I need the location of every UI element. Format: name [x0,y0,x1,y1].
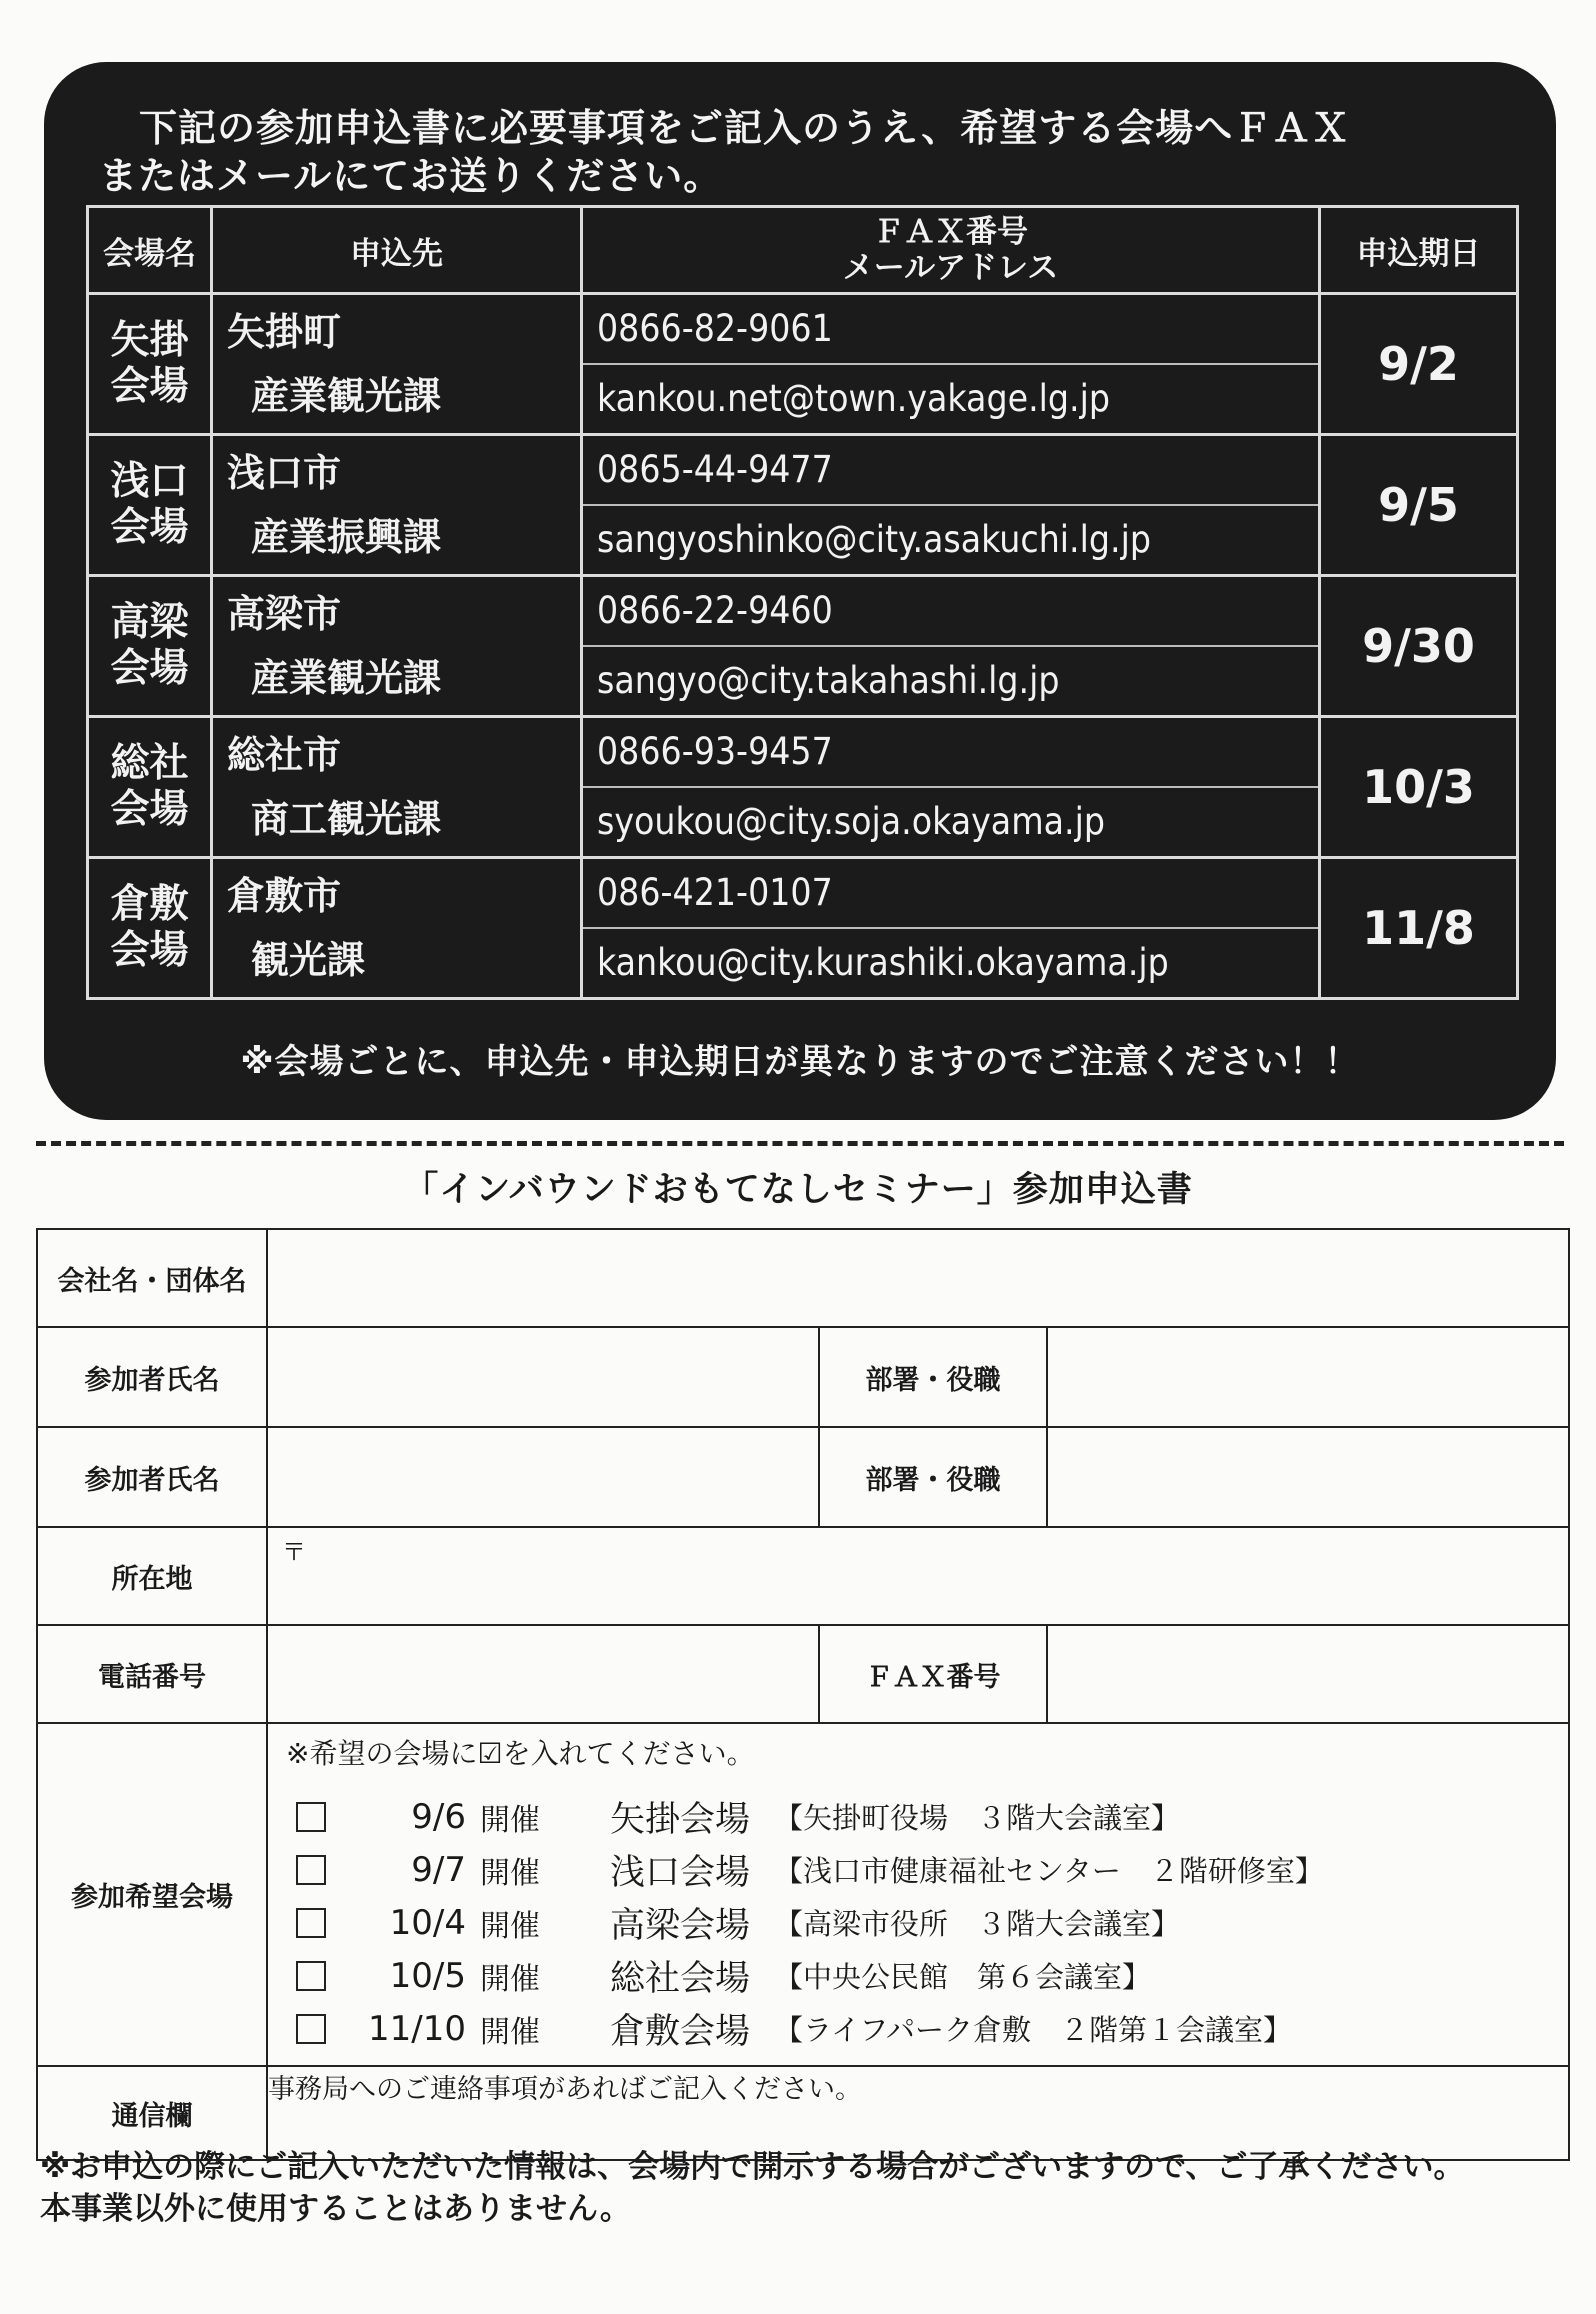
participant-name-field[interactable] [267,1427,819,1527]
venue-name-line1: 浅口 [110,459,189,504]
dept-city: 矢掛町 [227,310,342,354]
venue-name-line2: 会場 [110,364,189,409]
position-label: 部署・役職 [819,1427,1047,1527]
email-address[interactable]: kankou.net@town.yakage.lg.jp [597,377,1110,420]
venue-date: 10/4 [389,1902,466,1943]
venue-place: 【浅口市健康福祉センター ２階研修室】 [774,1854,1324,1888]
venue-name-line2: 会場 [110,646,189,691]
address-label: 所在地 [37,1527,267,1625]
address-field[interactable] [267,1527,1569,1625]
participant-label: 参加者氏名 [37,1327,267,1427]
venue-option [286,2002,1568,2055]
fax-number: 086-421-0107 [583,859,1318,929]
venue-checkbox[interactable] [296,1802,326,1832]
venue-checkbox[interactable] [296,1908,326,1938]
contact-dept [212,717,582,858]
venue-option [286,1949,1568,2002]
participant-label: 参加者氏名 [37,1427,267,1527]
venue-option-name: 浅口会場 [610,1852,751,1893]
contact-info [582,435,1320,576]
phone-field[interactable] [267,1625,819,1723]
contact-dept [212,576,582,717]
email-address[interactable]: syoukou@city.soja.okayama.jp [597,800,1105,843]
email-address[interactable]: kankou@city.kurashiki.okayama.jp [597,941,1169,984]
venue-row-soja [88,717,1518,858]
venue-place: 【矢掛町役場 ３階大会議室】 [774,1801,1181,1835]
venue-name-line2: 会場 [110,787,189,832]
venue-name [88,858,212,999]
fax-number: 0865-44-9477 [583,436,1318,506]
venue-option-name: 総社会場 [610,1958,751,1999]
dept-city: 高梁市 [227,592,342,636]
intro-text [99,104,1519,200]
position-field[interactable] [1047,1327,1569,1427]
participant-name-field[interactable] [267,1327,819,1427]
row-participant-2 [37,1427,1569,1527]
fax-field[interactable] [1047,1625,1569,1723]
venue-open-word: 開催 [480,1802,540,1838]
venue-date: 10/5 [389,1955,466,1996]
venue-checkbox[interactable] [296,1855,326,1885]
venue-option [286,1896,1568,1949]
venue-option-name: 倉敷会場 [610,2011,751,2052]
row-phone [37,1625,1569,1723]
fax-number: 0866-82-9061 [583,295,1318,365]
row-venue-choice [37,1723,1569,2066]
intro-line-1: 下記の参加申込書に必要事項をご記入のうえ、希望する会場へＦＡＸ [139,106,1351,150]
dept-section: 産業観光課 [251,656,442,700]
venue-open-word: 開催 [480,1855,540,1891]
venue-notice: ※会場ごとに、申込先・申込期日が異なりますのでご注意ください！！ [240,1042,1360,1082]
company-field[interactable] [267,1229,1569,1327]
contact-dept [212,294,582,435]
header-deadline: 申込期日 [1320,207,1518,294]
contact-dept [212,435,582,576]
contact-info [582,858,1320,999]
venue-choice-label: 参加希望会場 [37,1723,267,2066]
venue-date: 9/6 [411,1796,466,1837]
venue-place: 【ライフパーク倉敷 ２階第１会議室】 [774,2013,1292,2047]
venue-name [88,294,212,435]
venue-option [286,1790,1568,1843]
dept-section: 産業振興課 [251,515,442,559]
venue-name [88,576,212,717]
venue-row-takahashi [88,576,1518,717]
venue-name [88,435,212,576]
venue-name [88,717,212,858]
cut-line-divider [36,1141,1564,1146]
dept-city: 総社市 [227,733,342,777]
header-fax: ＦＡＸ番号 [873,214,1028,250]
dept-section: 観光課 [251,938,366,982]
company-label: 会社名・団体名 [37,1229,267,1327]
dept-section: 商工観光課 [251,797,442,841]
venue-name-line2: 会場 [110,505,189,550]
venue-option-name: 高梁会場 [610,1905,751,1946]
deadline: 9/5 [1320,435,1518,576]
postal-mark: 〒 [282,1538,306,1566]
venue-name-line1: 総社 [110,741,189,786]
venue-option [286,1843,1568,1896]
email-address[interactable]: sangyoshinko@city.asakuchi.lg.jp [597,518,1151,561]
form-title: 「インバウンドおもてなしセミナー」参加申込書 [403,1170,1193,1210]
memo-label: 通信欄 [37,2066,267,2160]
header-contact: 申込先 [212,207,582,294]
venue-checkbox[interactable] [296,2014,326,2044]
contact-info [582,717,1320,858]
row-participant-1 [37,1327,1569,1427]
fax-number: 0866-93-9457 [583,718,1318,788]
application-form [36,1228,1570,2161]
venue-name-line2: 会場 [110,928,189,973]
venue-row-asakuchi [88,435,1518,576]
header-email: メールアドレス [842,250,1059,286]
intro-line-2: またはメールにてお送りください。 [99,154,723,198]
venue-row-kurashiki [88,858,1518,999]
position-label: 部署・役職 [819,1327,1047,1427]
venue-table [86,205,1519,1000]
venue-name-line1: 高梁 [110,600,189,645]
venue-open-word: 開催 [480,1908,540,1944]
fax-number: 0866-22-9460 [583,577,1318,647]
venue-hint: ※希望の会場に☑を入れてください。 [286,1737,755,1770]
contact-info [582,294,1320,435]
venue-place: 【高梁市役所 ３階大会議室】 [774,1907,1181,1941]
position-field[interactable] [1047,1427,1569,1527]
row-company [37,1229,1569,1327]
email-address[interactable]: sangyo@city.takahashi.lg.jp [597,659,1060,702]
venue-name-line1: 倉敷 [110,882,189,927]
dept-section: 産業観光課 [251,374,442,418]
venue-place: 【中央公民館 第６会議室】 [774,1960,1152,1994]
venue-option-name: 矢掛会場 [610,1799,751,1840]
privacy-footnote [40,2146,1570,2230]
header-fax-email [582,207,1320,294]
deadline: 11/8 [1320,858,1518,999]
contact-info [582,576,1320,717]
deadline: 9/2 [1320,294,1518,435]
memo-hint: 事務局へのご連絡事項があればご記入ください。 [268,2074,862,2105]
venue-open-word: 開催 [480,1961,540,1997]
venue-row-yakage [88,294,1518,435]
venue-checkbox[interactable] [296,1961,326,1991]
venue-info-panel [44,62,1556,1120]
venue-name-line1: 矢掛 [110,318,189,363]
row-address [37,1527,1569,1625]
deadline: 9/30 [1320,576,1518,717]
venue-date: 11/10 [368,2008,466,2049]
phone-label: 電話番号 [37,1625,267,1723]
venue-date: 9/7 [411,1849,466,1890]
dept-city: 倉敷市 [227,874,342,918]
deadline: 10/3 [1320,717,1518,858]
contact-dept [212,858,582,999]
venue-table-header [88,207,1518,294]
header-venue: 会場名 [88,207,212,294]
fax-label: ＦＡＸ番号 [819,1625,1047,1723]
venue-choice-field [267,1723,1569,2066]
dept-city: 浅口市 [227,451,342,495]
footnote-line-1: ※お申込の際にご記入いただいた情報は、会場内で開示する場合がございますので、ご了承ください。 [40,2149,1465,2185]
footnote-line-2: 本事業以外に使用することはありません。 [40,2191,631,2227]
venue-open-word: 開催 [480,2014,540,2050]
